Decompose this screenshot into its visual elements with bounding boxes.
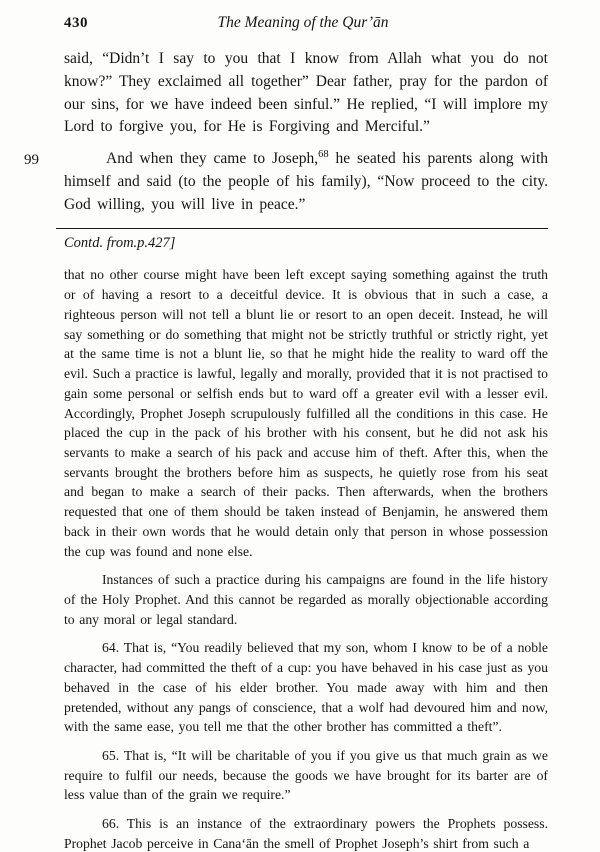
footnote-paragraph: that no other course might have been left except saying something against the truth or of having a resort to a deceitful device. It is obvious that in such a case, a righteous person will not tell a blunt lie or resort to an open deceit. Instead, he will say something or do something that might not be strictly truthful or strictly right, yet at the same time is not a blunt lie, so that he might hide the reality to ward off the evil. Such a practice is lawful, legally and morally, provided that it is not practised to gain some personal or selfish ends but to ward off a greater evil with a lesser evil. Accordingly, Prophet Joseph scrupulously fulfilled all the conditions in this case. He placed the cup in the pack of his brother with his consent, but he did not ask his servants to make a search of his pack and accuse him of theft. After this, when the servants brought the brothers before him as suspects, he quietly rose from his seat and began to make a search of their packs. Then afterwards, when the brothers requested that one of them should be taken instead of Benjamin, he answered them back in their own words that he would detain only that person in whose possession the cup was found and none else. [64, 267, 548, 559]
footnote-paragraph: 66. This is an instance of the extraordinary powers the Prophets possess. Prophet Jacob perceive in Cana‘ān the smell of Prophet Joseph’s shirt from such a [64, 816, 548, 851]
book-title: The Meaning of the Qur’ān [217, 14, 389, 31]
translation-paragraph: said, “Didn’t I say to you that I know from Allah what you do not know?” They exclaimed all together” Dear father, pray for the pardon of our sins, for we have indeed been sinful.” He replied, “I will implore my Lord to forgive you, for He is Forgiving and Merciful.” [64, 50, 548, 136]
footnote-paragraph: Instances of such a practice during his campaigns are found in the life history of the Holy Prophet. And this cannot be regarded as morally objectionable according to any moral or legal standard. [64, 572, 548, 627]
contd-note: Contd. from.p.427] [64, 235, 176, 252]
footnote-paragraph: 64. That is, “You readily believed that my son, whom I know to be of a noble character, had committed the theft of a cup: you have behaved in his case just as you behaved in the case of his elder brother. You made away with him and then pretended, without any pangs of conscience, that a wolf had devoured him and now, with the same ease, you tell me that the other brother has committed a theft”. [64, 640, 548, 735]
translation-section [24, 48, 548, 216]
verse-text-before: And when they came to Joseph, [106, 150, 319, 168]
verse-number: 99 [24, 152, 39, 169]
page-number: 430 [64, 15, 88, 31]
verse-text-after: he seated his parents along with himself and said (to the people of his family), “Now proceed to the city. God willing, you will live in peace.” [64, 150, 548, 213]
verse-paragraph [24, 148, 548, 216]
footnotes-section [64, 265, 548, 852]
footnote-divider [56, 228, 548, 229]
page-header [64, 14, 548, 32]
footnote-paragraph: 65. That is, “It will be charitable of you if you give us that much grain as we require to fulfil our needs, because the goods we have brought for its barter are of less value than of the grain we require.” [64, 748, 548, 803]
footnote-ref-68: 68 [318, 148, 329, 160]
